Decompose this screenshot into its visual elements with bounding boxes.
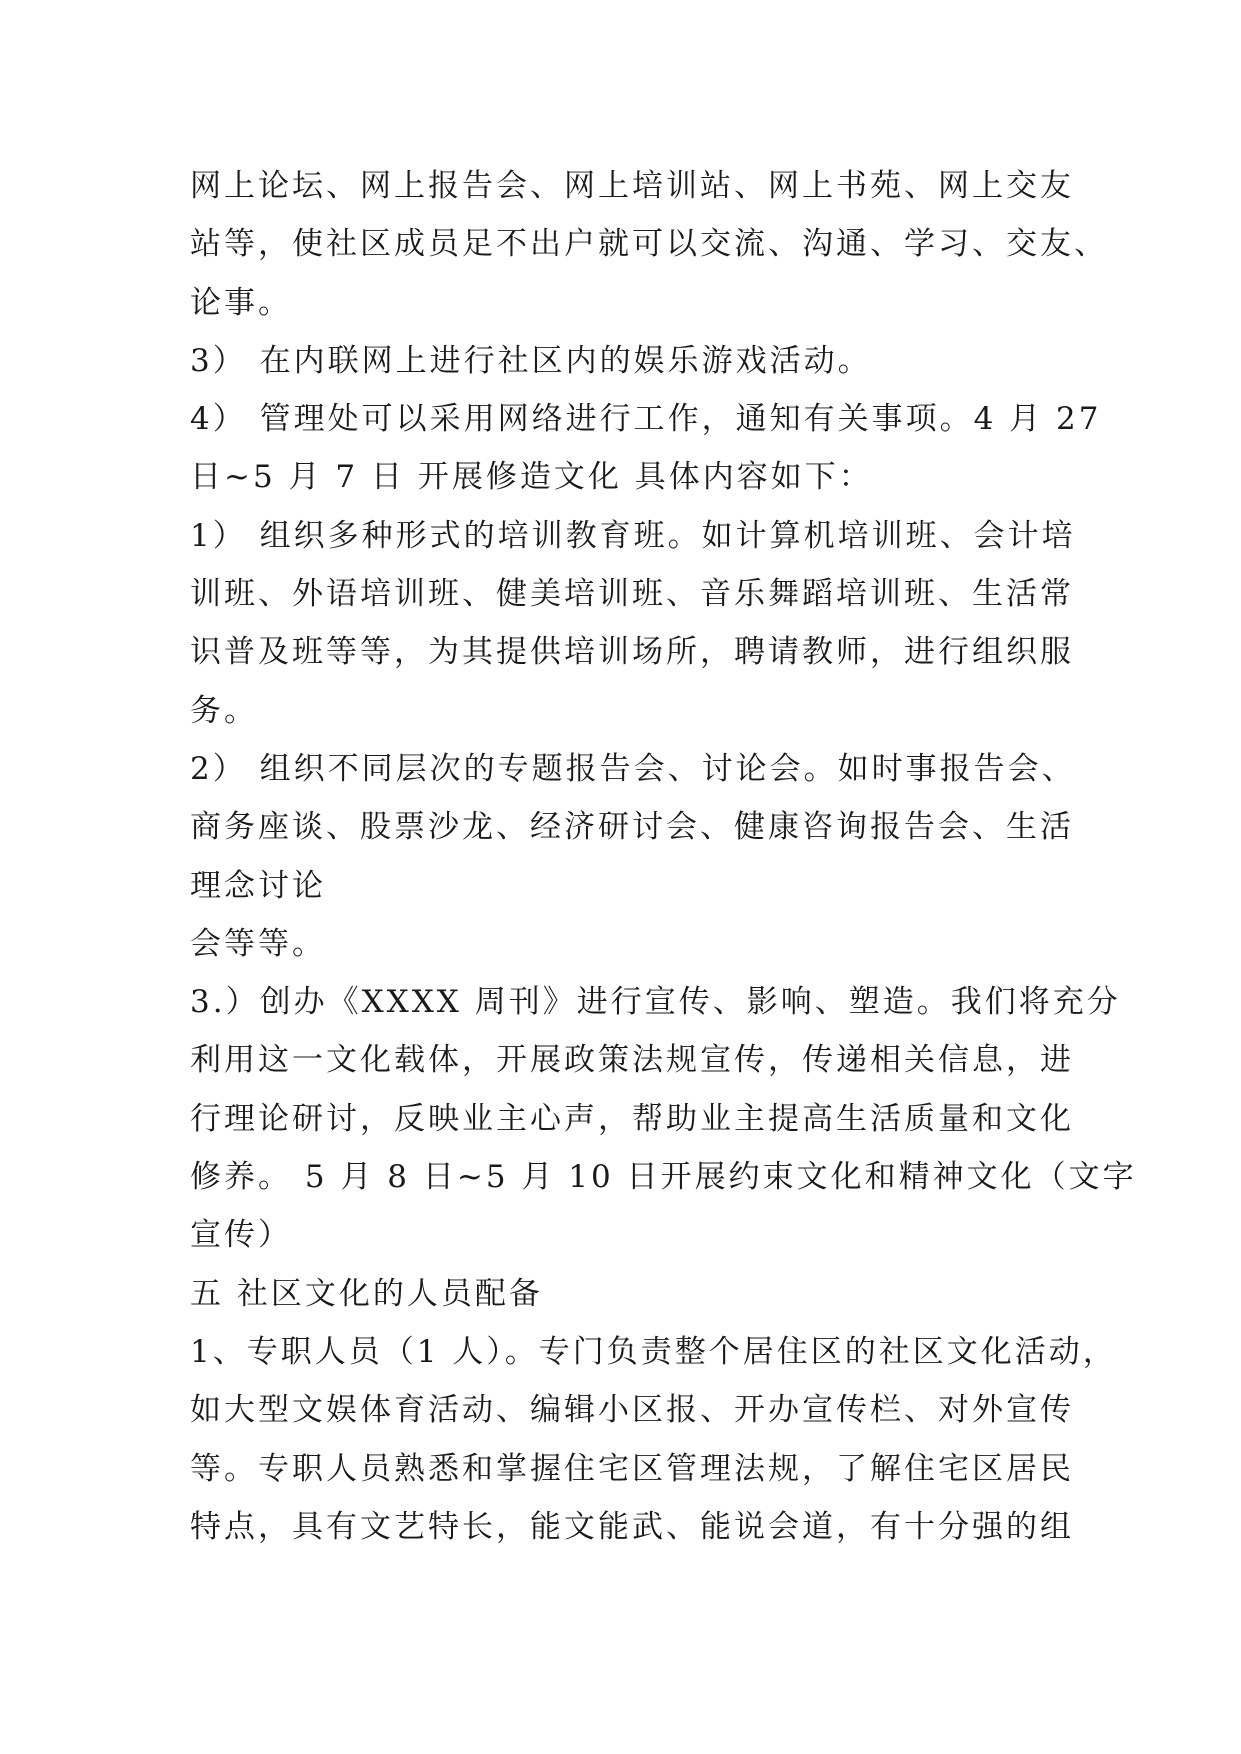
text-line: 宣传） bbox=[190, 1217, 292, 1254]
text-line: 论事。 bbox=[190, 284, 292, 321]
text-line: 务。 bbox=[190, 692, 258, 729]
list-item-2: 2） 组织不同层次的专题报告会、讨论会。如时事报告会、 bbox=[190, 750, 1076, 787]
text-line: 修养。 5 月 8 日~5 月 10 日开展约束文化和精神文化（文字 bbox=[190, 1159, 1137, 1196]
text-line: 如大型文娱体育活动、编辑小区报、开办宣传栏、对外宣传 bbox=[190, 1392, 1074, 1429]
text-line: 商务座谈、股票沙龙、经济研讨会、健康咨询报告会、生活 bbox=[190, 809, 1074, 846]
text-line: 行理论研讨，反映业主心声，帮助业主提高生活质量和文化 bbox=[190, 1100, 1074, 1137]
list-item-1: 1） 组织多种形式的培训教育班。如计算机培训班、会计培 bbox=[190, 517, 1076, 554]
section-heading: 五 社区文化的人员配备 bbox=[190, 1275, 543, 1312]
list-item-staff: 1、专职人员（1 人）。专门负责整个居住区的社区文化活动， bbox=[190, 1333, 1117, 1370]
text-line: 理念讨论 bbox=[190, 867, 326, 904]
document-body bbox=[190, 157, 1137, 1556]
text-line: 站等，使社区成员足不出户就可以交流、沟通、学习、交友、 bbox=[190, 226, 1108, 263]
list-item-3-dot: 3.）创办《XXXX 周刊》进行宣传、影响、塑造。我们将充分 bbox=[190, 984, 1121, 1021]
text-line: 特点，具有文艺特长，能文能武、能说会道，有十分强的组 bbox=[190, 1508, 1074, 1545]
text-line: 等。专职人员熟悉和掌握住宅区管理法规，了解住宅区居民 bbox=[190, 1450, 1074, 1487]
text-line: 日~5 月 7 日 开展修造文化 具体内容如下： bbox=[190, 459, 873, 496]
text-line: 会等等。 bbox=[190, 925, 326, 962]
text-line: 网上论坛、网上报告会、网上培训站、网上书苑、网上交友 bbox=[190, 168, 1074, 204]
text-line: 训班、外语培训班、健美培训班、音乐舞蹈培训班、生活常 bbox=[190, 576, 1074, 613]
text-line: 识普及班等等，为其提供培训场所，聘请教师，进行组织服 bbox=[190, 634, 1074, 671]
list-item-3: 3） 在内联网上进行社区内的娱乐游戏活动。 bbox=[190, 342, 872, 379]
list-item-4: 4） 管理处可以采用网络进行工作，通知有关事项。4 月 27 bbox=[190, 401, 1102, 438]
text-line: 利用这一文化载体，开展政策法规宣传，传递相关信息，进 bbox=[190, 1042, 1074, 1079]
